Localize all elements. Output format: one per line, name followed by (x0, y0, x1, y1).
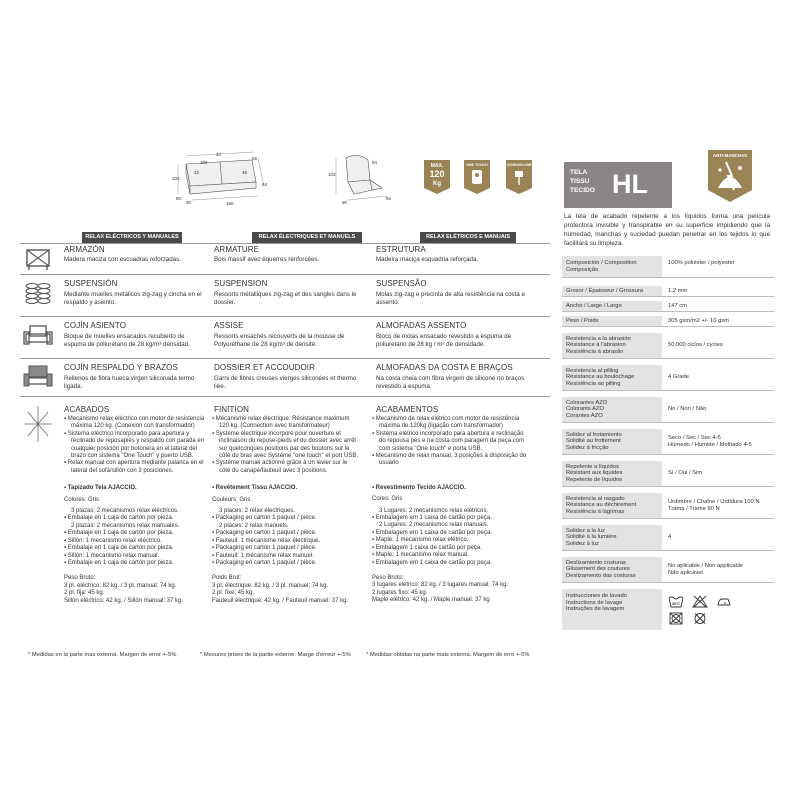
spec-value: Seco / Sec / Sec 4-5 (668, 434, 721, 441)
pack-line: ▪ Embalaje en 1 caja de cartón por pieza. (64, 530, 174, 537)
finish-line: usuário (379, 460, 399, 467)
spec-value: 147 cm (668, 302, 688, 309)
finish-line: inclinaison du repose-pieds et du dossier avec arrêt (219, 438, 357, 445)
spec-value: Trama / Trame 90 N (668, 505, 720, 512)
badge-max-label: MAX. (430, 163, 444, 169)
finish-line: lateral del sofá/sillón con 3 posiciones. (71, 467, 174, 474)
fabric-label-pt: TECIDO (570, 187, 595, 194)
weight-line: 2 lugares fixo: 45 kg. (372, 589, 428, 596)
footnote-es: * Medidas en la parte mas externa. Margen de error +-5% (28, 652, 177, 658)
finish-line: reclinado de reposapiés y respaldo con parada en (71, 438, 205, 445)
finish-line: ▪ Relax manual con apertura mediante palanca en el (64, 460, 204, 467)
section-seat-text-fr: Ressorts ensachés recouverts de la mousse de Polyuréthane de 28 kg/m³ de densité. (214, 333, 345, 348)
pack-line: ▪ Embalaje en 1 caja de cartón por pieza. (64, 559, 174, 566)
spec-key: Résistance au boulochage (566, 374, 635, 381)
spec-value: No / Non / Não (668, 406, 707, 413)
spec-key: Solidez à fricção (566, 444, 609, 451)
chair-dim-height: 103 (328, 172, 336, 177)
spec-value: 305 gsm/m2 +/- 10 gsm (668, 317, 730, 324)
pack-line: ▪ Embalaje en 1 caja de cartón por pieza. (64, 515, 174, 522)
spec-key: Resistência ao pilling (566, 380, 621, 387)
section-finish-title-es: ACABADOS (64, 405, 110, 414)
row-divider (20, 243, 550, 244)
fabric-header (564, 162, 672, 208)
section-finish-title-pt: ACABAMENTOS (376, 405, 439, 414)
spec-key: Grosor / Épaisseur / Grossura (566, 287, 643, 294)
finish-line: sur quelconques positions par des boutons sur le (219, 445, 350, 452)
weight-line: Sillón eléctrico: 42 kg. / Sillón manual: 37 kg. (64, 597, 184, 604)
row-divider (20, 396, 550, 397)
section-back-text-fr: Garni de fibres creuses vierges siliconées et thermo liée. (214, 375, 357, 390)
pack-line: ▪ Packaging en carton 1 paquet / pièce. (212, 545, 317, 552)
section-seat-title-es: COJÍN ASIENTO (64, 321, 127, 330)
section-seat-text-pt: Bloco de molas ensacado revestido a espuma de poliuretano de 28 kg / m³ de densidade. (376, 333, 512, 348)
no-bleach-icon (692, 595, 708, 608)
sofa-dimension-drawing (172, 150, 272, 206)
finish-line: ▪ Mecanismo de relax elétrico com motor de resistência (372, 416, 520, 422)
weight-line: Fauteuil électrique: 42 kg. / Fauteuil manuel: 37 kg. (212, 597, 349, 604)
finish-line: ▪ Mecanismo de relax manual. 3 posições à disposição do (372, 453, 527, 460)
section-seat-title-pt: ALMOFADAS ASSENTO (376, 321, 467, 330)
fabric-code: HL (612, 169, 648, 199)
spec-value: No aplicable / Non applicable (668, 562, 744, 569)
spec-value: Urdimbre / Chaîne / Urdidura 100 N (668, 498, 760, 505)
footnote-fr: * Mesures prises de la partie externe. Marge d'erreur +-5% (200, 652, 351, 658)
one-touch-badge (464, 160, 490, 194)
spec-value: Não aplicável (668, 569, 703, 576)
sofa-dim-depth: 80 (176, 196, 182, 201)
chair-dim-width: 84 (372, 160, 378, 165)
spec-key: Colorants AZO (566, 406, 605, 413)
pack-line: ▪ Fauteuil: 1 mécanisme relax manuel. (212, 552, 314, 559)
care-icons (668, 593, 768, 608)
finish-line: côté du canapé/fauteuil avec 3 positions. (219, 467, 328, 474)
spec-row (562, 316, 774, 327)
badge-max-value: 120 (429, 169, 445, 179)
spec-key: Peso / Poids (566, 317, 599, 324)
spec-value: 4 (668, 534, 672, 541)
sofa-dim-arm: 55 (252, 156, 258, 161)
badge-usb-label: CONEXIÓN USB (506, 163, 532, 167)
section-suspension-title-fr: SUSPENSION (214, 279, 268, 288)
sofa-dim-height: 103 (172, 176, 180, 181)
finish-list-es (64, 416, 204, 605)
weight-line: 3 pl. électrique: 82 kg. / 3 pl. manuel: 74 kg. (212, 582, 329, 589)
finish-list-pt (372, 416, 526, 605)
sparkle-icon (22, 404, 54, 444)
spec-key: Repelente a líquidos (566, 463, 619, 470)
spec-row (562, 301, 774, 312)
anti-stain-badge (704, 150, 756, 202)
spec-key: Colorantes AZO (566, 399, 608, 406)
spec-key: Ancho / Large / Largo (566, 302, 622, 309)
pack-line: ▪ Embalaje en 1 caja de cartón por pieza. (64, 545, 174, 552)
row-divider (20, 274, 550, 275)
spec-key: Resistencia a la abrasión (566, 335, 631, 342)
section-seat-text-es: Bloque de muelles ensacados recubierto de espuma de poliuretano de 28 kg/m³ densidad. (64, 333, 190, 348)
section-frame-text-es: Madera maciza con escuadras reforzadas. (64, 256, 181, 263)
pack-line: ▪ Embalagem 1 caixa de cartão por peça. (372, 544, 482, 551)
section-frame-text-fr: Bois massif avec équerres renforcées. (214, 256, 320, 263)
spec-row (562, 557, 774, 583)
spec-key: Instrucciones de lavado (566, 593, 627, 599)
no-tumble-dry-icon (668, 612, 684, 625)
pack-line: ▪ Embalagem em 1 caixa de cartão por peça. (372, 515, 492, 522)
strip-pt: RELAX ELÉTRICOS E MANUAIS (420, 232, 516, 243)
pack-line: ▪ Sillón: 1 mecanismo relax eléctrico. (64, 537, 162, 544)
spec-value: Húmedo / Humide / Molhado 4-5 (668, 441, 752, 448)
row-divider (20, 316, 550, 317)
section-back-text-pt: Na costa cheia com fibra virgem de silicone no braços revestido a espuma. (376, 375, 525, 390)
spec-value: Sí / Oui / Sim (668, 470, 703, 477)
spec-row (562, 429, 774, 455)
finish-line: máxima de 120kg (ligação com transformador) (379, 423, 504, 430)
spec-value: 50.000 ciclos / cycles (668, 342, 723, 349)
weight-line: Poids Brut: (212, 575, 242, 582)
section-back-title-pt: ALMOFADAS DA COSTA E BRAÇOS (376, 363, 513, 372)
fabric-line: ▪ Revêtement Tissu AJACCIO. (212, 485, 298, 492)
weight-line: Maple elétrico: 42 kg. / Maple manual: 37 kg (372, 597, 490, 604)
pack-line: ▪ Packaging en carton 1 paquet / pièce. (212, 530, 317, 537)
strip-fr: RELAX ÉLECTRIQUES ET MANUELS (252, 232, 362, 243)
section-finish-title-fr: FINITION (214, 405, 250, 414)
weight-line: 3 pl. eléctrico: 82 kg. / 3 pl. manual: 74 kg. (64, 582, 177, 589)
spec-key: Résistant aux liquides (566, 470, 623, 477)
finish-line: ▪ Sistema elétrico incorporado para abertura e reclinação (372, 430, 524, 437)
spec-value: 100% poliéster / polyester (668, 260, 735, 266)
spec-value: 1,2 mm (668, 287, 688, 294)
row-divider (20, 358, 550, 359)
sofa-dim-right: 84 (262, 182, 268, 187)
finish-line: ▪ Sistema eléctrico incorporado para apertura y (64, 430, 190, 437)
iron-low-icon (716, 595, 732, 608)
finish-line: do repousa pés e na costa com paragem da peça com (379, 438, 525, 445)
pack-line: ▪ Embalagem em 1 caixa de cartão por peça. (372, 529, 492, 536)
sofa-dim-seat: 42 (194, 170, 200, 175)
seat-cushion-icon (22, 320, 54, 350)
pack-line: 2 places: 2 relax manuels. (219, 522, 289, 529)
pack-line: ▪ Maple: 1 mecanismo relax manual. (372, 552, 469, 559)
spec-key: Instructions de lavage (566, 599, 623, 606)
usb-connection-badge (506, 160, 532, 194)
finish-line: ▪ Système électrique incorporé pour ouverture et (212, 430, 341, 437)
footnote-pt: * Medidas obtidas na parte mais externa. Margem de erro +-5% (366, 652, 530, 658)
spec-key: Corantes AZO (566, 412, 603, 419)
pack-line: 2 plazas: 2 mecanismos relax manuales. (71, 522, 180, 529)
finish-line: ▪ Mécanisme relax électrique. Résistance maximum (212, 416, 350, 422)
spec-row (562, 286, 774, 297)
fabric-label-fr: TISSU (570, 178, 590, 185)
fabric-label-es: TELA (570, 169, 588, 176)
section-suspension-title-pt: SUSPENSÃO (376, 279, 427, 288)
sofa-dim-inner: 46 (242, 170, 248, 175)
spec-key: Resistencia al rasgado (566, 495, 625, 502)
fabric-spec-table (562, 256, 774, 631)
section-suspension-text-fr: Ressorts métalliques zig-zag et des sangles dans le dossier. (214, 291, 357, 306)
sofa-dim-open: 90 (186, 200, 192, 205)
colors-line: Colores: Gris (64, 496, 100, 503)
frame-icon (22, 244, 54, 274)
section-back-title-es: COJÍN RESPALDO Y BRAZOS (64, 363, 178, 372)
finish-list-fr (212, 416, 358, 605)
pack-line: 3 Lugares: 2 mecanismos relax elétricos. (379, 507, 489, 514)
section-frame-text-pt: Madeira maciça esquadria reforçada. (376, 256, 479, 263)
max-weight-badge (424, 160, 450, 194)
weight-line: Peso Bruto: (372, 574, 404, 581)
colors-line: Couleurs: Gris (212, 496, 251, 503)
weight-line: Peso Bruto: (64, 575, 96, 582)
spec-key: Solidez al frotamiento (566, 431, 622, 438)
section-suspension-text-pt: Molas zig-zag e precinta de alta resistência na costa e assento. (376, 291, 525, 306)
wash-30-icon (668, 595, 684, 608)
spec-key: Solidité à la lumière (566, 534, 617, 541)
pack-line: ▪ Fauteuil: 1 mécanisme relax électrique. (212, 537, 321, 544)
strip-es: RELAX ELÉCTRICOS Y MANUALES (82, 232, 182, 243)
spec-row (562, 589, 774, 631)
spec-key: Solidité au frottement (566, 438, 621, 445)
spec-key: Résistance au déchirement (566, 502, 637, 509)
section-suspension-text-es: Mediante muelles metálicos zig-zag y cincha en el respaldo y asiento. (64, 291, 202, 306)
spec-key: Résistance à l'abrasion (566, 342, 626, 349)
armchair-dimension-drawing (328, 150, 398, 206)
colors-line: Cores: Gris (372, 496, 403, 503)
wash-temp-label: 30°C (671, 602, 681, 606)
sofa-dim-length: 160 (226, 201, 234, 206)
fabric-line: ▪ Tapizado Tela AJACCIO. (64, 485, 137, 492)
finish-line: côté du bras avec Système "one touch" et port USB. (219, 453, 358, 460)
finish-line: cualquier posición por botonera en el lateral del (71, 445, 198, 452)
weight-line: 3 lugares elétrico: 82 kg. / 3 lugares manual: 74 kg. (372, 582, 509, 589)
fabric-line: ▪ Revestimento Tecido AJACCIO. (372, 484, 466, 491)
finish-line: com sistema "One touch" e porta USB. (379, 445, 483, 452)
badge-max-unit: Kg (433, 181, 441, 187)
spec-key: Composição (566, 266, 599, 273)
spec-row (562, 333, 774, 359)
spec-key: Solidez a la luz (566, 527, 605, 534)
chair-dim-open: 92 (386, 196, 392, 201)
spec-row (562, 365, 774, 391)
section-back-title-fr: DOSSIER ET ACCOUDOIR (214, 363, 315, 372)
spec-key: Instruções de lavagem (566, 606, 625, 613)
badge-one-touch-label: ONE TOUCH (466, 163, 488, 167)
section-frame-title-pt: ESTRUTURA (376, 245, 426, 254)
spec-key: Repelente de líquidos (566, 476, 623, 483)
section-back-text-es: Rellenos de fibra hueca virgen siliconada termo ligada. (64, 375, 195, 390)
pack-line: ▪ Maple: 1 mecanismo relax elétrico. (372, 537, 469, 544)
back-cushion-icon (22, 362, 54, 392)
chair-dim-depth: 90 (342, 200, 348, 205)
sofa-dim-width: 24 (216, 152, 222, 157)
section-frame-title-es: ARMAZÓN (64, 245, 105, 254)
spec-row (562, 461, 774, 487)
pack-line: 3 plazas: 2 mecanismos relax eléctricos. (71, 508, 179, 515)
finish-line: ▪ Mecanismo relax eléctrico con motor de resistencia (64, 416, 205, 422)
spec-row (562, 397, 774, 423)
spec-key: Composición / Composition (566, 259, 637, 266)
section-suspension-title-es: SUSPENSIÓN (64, 279, 118, 288)
pack-line: ▪ Packaging en carton 1 paquet / pièce. (212, 515, 317, 522)
finish-line: brazo con sistema "One Touch" y puerto USB. (71, 453, 194, 460)
spec-key: Resistencia al pilling (566, 367, 619, 374)
section-frame-title-fr: ARMATURE (214, 245, 260, 254)
spec-key: Resistência à abrasão (566, 348, 624, 355)
pack-line: 3 places: 2 relax électriques. (219, 508, 296, 515)
no-dry-clean-icon (692, 612, 708, 625)
springs-icon (22, 278, 54, 308)
finish-line: ▪ Système manuel actionné grâce à un levier sur le (212, 460, 348, 467)
spec-key: Solidez à luz (566, 540, 599, 547)
fabric-intro: La tela de acabado repelente a los líquidos forma una película protectora invisible y transpirable en su superficie impidiendo que la humedad, manchas y suciedad puedan penetrar en los tejidos lo que facilitará su limpieza. (564, 213, 770, 247)
pack-line: ▪ Sillón: 1 mecanismo relax manual. (64, 552, 160, 559)
spec-row (562, 525, 774, 551)
finish-line: máxima 120 kg. (Conexión con transformador) (71, 423, 195, 430)
weight-line: 2 pl. fija: 45 kg. (64, 590, 105, 597)
spec-row (562, 493, 774, 519)
spec-value: 4 Grade (668, 374, 689, 381)
sofa-dim-total: 102 (200, 160, 208, 165)
care-icons-row-2 (668, 608, 768, 625)
anti-stain-label: ANTI-MANCHAS (712, 153, 748, 158)
spec-key: Resistência à lágrimas (566, 508, 625, 515)
spec-row (562, 256, 774, 278)
spec-key: Deslizamiento costuras (566, 559, 626, 566)
pack-line: ▪ Embalagem em 1 caixa de cartão por peça. (372, 559, 492, 566)
finish-line: 120 kg. (Connection avec transformateur) (219, 423, 330, 430)
weight-line: 2 pl. fixe: 45 kg. (212, 590, 255, 597)
spec-key: Glissement des coutures (566, 566, 630, 573)
section-seat-title-fr: ASSISE (214, 321, 244, 330)
spec-key: Deslizamento das costuras (566, 572, 636, 579)
pack-line: ▪ Packaging en carton 1 paquet / pièce. (212, 559, 317, 566)
pack-line: 2 Lugares: 2 mecanismos relax manuais. (379, 522, 489, 529)
